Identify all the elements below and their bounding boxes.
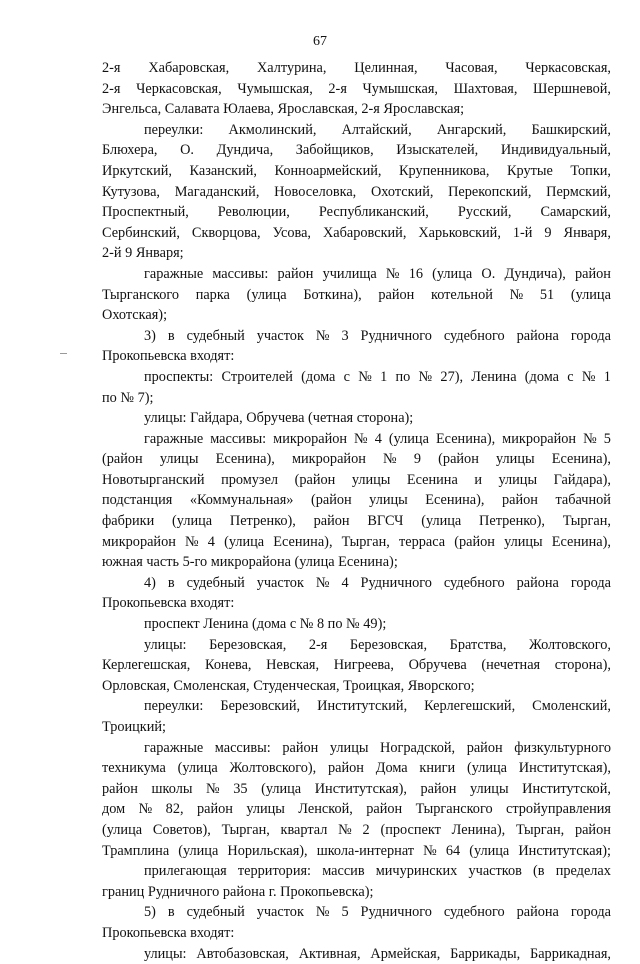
text-line: 2-я Черкасовская, Чумышская, 2-я Чумышская, Шахтовая, Шершневой, [102,80,611,97]
text-line: гаражные массивы: микрорайон № 4 (улица Есенина), микрорайон № 5 [144,430,611,447]
text-line: район школы № 35 (улица Институтская), район улицы Институтской, [102,780,611,797]
text-line: южная часть 5-го микрорайона (улица Есенина); [102,554,398,571]
text-line: границ Рудничного района г. Прокопьевска); [102,883,374,900]
text-line: гаражные массивы: район училища № 16 (улица О. Дундича), район [144,265,611,282]
text-line: Тырганского парка (улица Боткина), район котельной № 51 (улица [102,286,611,303]
text-line: (улица Советов), Тырган, квартал № 2 (проспект Ленина), Тырган, район [102,821,611,838]
text-line: Иркутский, Казанский, Конноармейский, Крупенникова, Крутые Топки, [102,162,611,179]
text-line: Троицкий; [102,719,167,735]
text-line: 3) в судебный участок № 3 Рудничного судебного района города [144,327,611,344]
text-line: Охотская); [102,307,168,324]
text-line: Прокопьевска входят: [102,595,235,612]
text-line: 5) в судебный участок № 5 Рудничного судебного района города [144,904,611,921]
text-line: переулки: Березовский, Институтский, Керлегешский, Смоленский, [144,698,611,715]
text-line: 2-я Хабаровская, Халтурина, Целинная, Часовая, Черкасовская, [102,60,611,76]
margin-mark [60,353,67,354]
text-line: прилегающая территория: массив мичуринских участков (в пределах [144,863,611,880]
text-line: (район улицы Есенина), микрорайон № 9 (район улицы Есенина), [102,451,611,468]
text-line: по № 7); [102,389,154,406]
text-line: Блюхера, О. Дундича, Забойщиков, Изыскателей, Индивидуальный, [102,142,611,159]
page-number: 67 [313,34,327,49]
text-line: проспект Ленина (дома с № 8 по № 49); [144,616,387,633]
text-line: Сербинский, Скворцова, Усова, Хабаровский, Харьковский, 1-й 9 Января, [102,224,611,241]
text-line: Прокопьевска входят: [102,348,235,365]
text-line: микрорайон № 4 (улица Есенина), Тырган, терраса (район улицы Есенина), [102,533,611,550]
text-line: 4) в судебный участок № 4 Рудничного судебного района города [144,574,611,591]
text-line: Трамплина (улица Норильская), школа-интернат № 64 (улица Институтская); [102,842,611,859]
text-line: Керлегешская, Конева, Невская, Нигреева, Обручева (нечетная сторона), [102,657,611,674]
text-line: фабрики (улица Петренко), район ВГСЧ (улица Петренко), Тырган, [102,513,611,530]
text-line: Проспектный, Революции, Республиканский, Русский, Самарский, [102,204,611,221]
text-line: улицы: Автобазовская, Активная, Армейская, Баррикады, Баррикадная, [144,945,611,962]
text-line: гаражные массивы: район улицы Ноградской, район физкультурного [144,739,611,756]
text-line: улицы: Березовская, 2-я Березовская, Братства, Жолтовского, [144,636,611,653]
text-line: дом № 82, район улицы Ленской, район Тырганского стройуправления [102,801,611,818]
text-line: Орловская, Смоленская, Студенческая, Троицкая, Яворского; [102,677,475,694]
text-line: Кутузова, Магаданский, Новоселовка, Охотский, Перекопский, Пермский, [102,183,611,200]
document-body [102,58,611,964]
text-line: Новотырганский промузел (район улицы Есенина и улицы Гайдара), [102,471,611,488]
text-line: переулки: Акмолинский, Алтайский, Ангарский, Башкирский, [144,121,611,138]
text-line: Прокопьевска входят: [102,924,235,941]
text-line: улицы: Гайдара, Обручева (четная сторона); [144,410,414,427]
text-line: подстанция «Коммунальная» (район улицы Есенина), район табачной [102,492,611,509]
text-line: техникума (улица Жолтовского), район Дома книги (улица Институтская), [102,760,611,777]
text-line: 2-й 9 Января; [102,245,184,262]
text-line: Энгельса, Салавата Юлаева, Ярославская, 2-я Ярославская; [102,101,465,118]
text-line: проспекты: Строителей (дома с № 1 по № 27), Ленина (дома с № 1 [144,368,611,385]
